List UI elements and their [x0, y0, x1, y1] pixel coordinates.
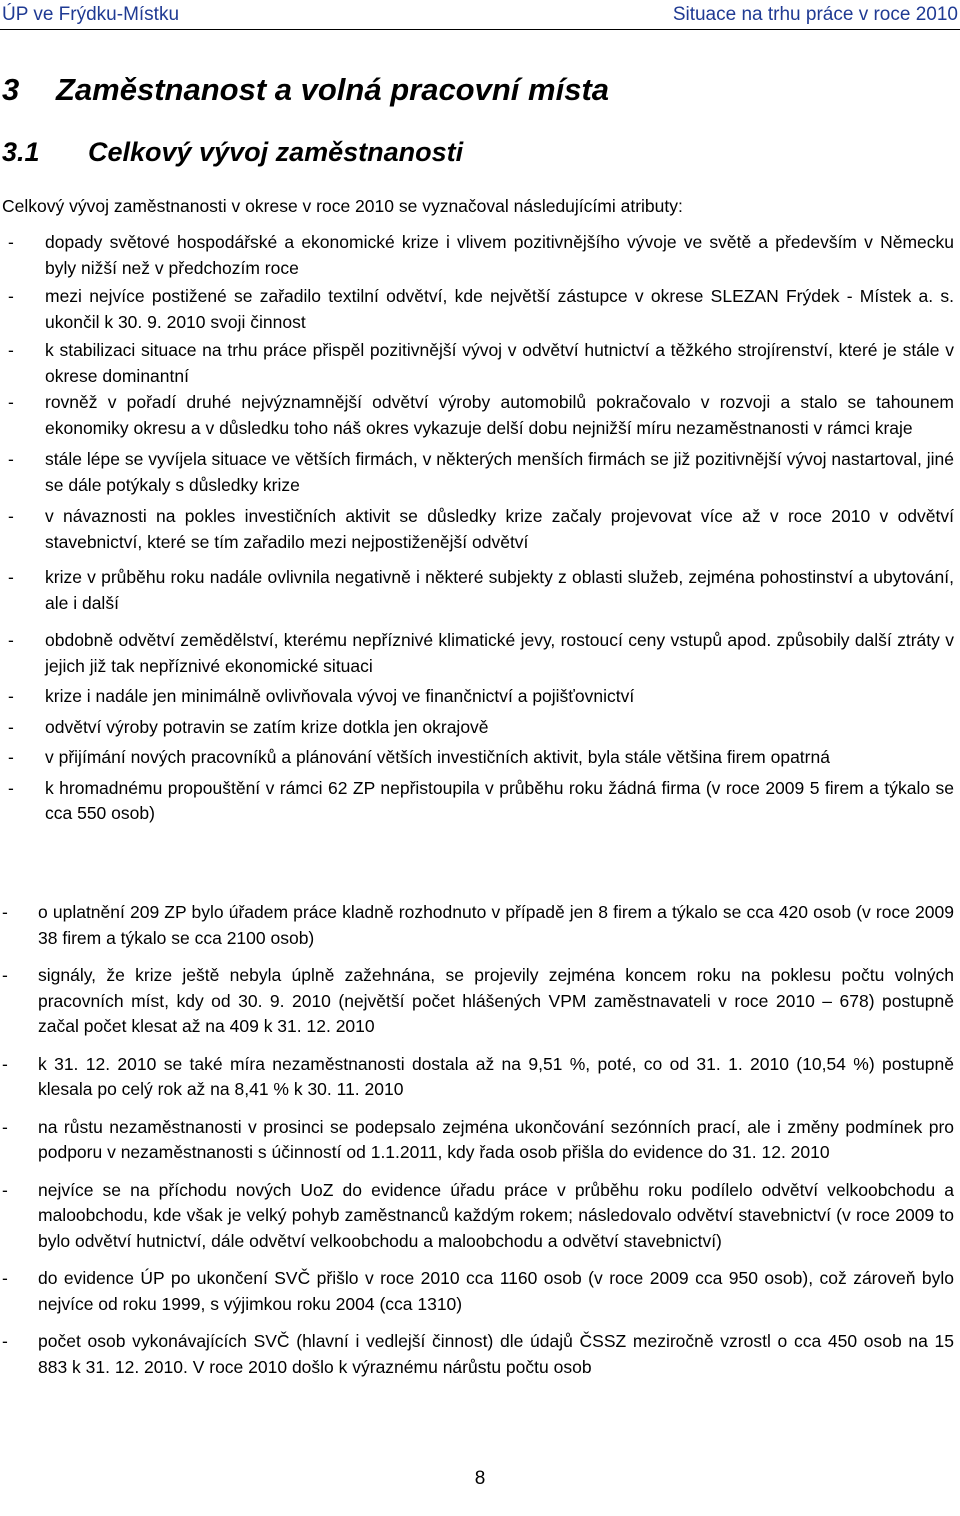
section-number: 3.1	[2, 137, 40, 167]
header-document-title: Situace na trhu práce v roce 2010	[672, 4, 958, 25]
list-item-text: k 31. 12. 2010 se také míra nezaměstnanosti dostala až na 9,51 %, poté, co od 31. 1. 2010 (10,54 %) postupně klesala po celý rok až na 8,41 % k 30. 11. 2010	[38, 1053, 954, 1099]
list-bullet: -	[8, 392, 14, 412]
list-item	[0, 1266, 960, 1317]
list-bullet: -	[8, 686, 14, 706]
list-bullet: -	[8, 232, 14, 252]
list-item-text: krize v průběhu roku nadále ovlivnila negativně i některé subjekty z oblasti služeb, zejména pohostinství a ubytování, ale i další	[45, 567, 954, 613]
list-bullet: -	[8, 747, 14, 767]
list-item	[0, 1178, 960, 1255]
list-item-text: krize i nadále jen minimálně ovlivňovala vývoj ve finančnictví a pojišťovnictví	[45, 686, 635, 706]
details-list	[0, 900, 960, 1380]
list-bullet: -	[2, 1116, 8, 1137]
list-item-text: k stabilizaci situace na trhu práce přispěl pozitivnější vývoj v odvětví hutnictví a těžkého strojírenství, které je stále v okrese dominantní	[45, 340, 954, 386]
list-bullet: -	[2, 1268, 8, 1288]
list-bullet: -	[2, 1179, 8, 1200]
list-item-text: obdobně odvětví zemědělství, kterému nepříznivé klimatické jevy, rostoucí ceny vstupů apod. způsobily další ztráty v jejich již tak nepříznivé ekonomické situaci	[45, 630, 954, 676]
list-bullet: -	[2, 965, 8, 985]
list-bullet: -	[2, 902, 8, 922]
page-header	[0, 0, 960, 30]
list-item	[0, 1329, 960, 1380]
chapter-heading	[2, 72, 609, 108]
list-item-text: signály, že krize ještě nebyla úplně zažehnána, se projevily zejména koncem roku na poklesu počtu volných pracovních míst, kdy od 30. 9. 2010 (největší počet hlášených VPM zaměstnavateli v roce 2010 – 678) postupně začal počet klesat až na 409 k 31. 12. 2010	[38, 965, 954, 1036]
list-bullet: -	[8, 506, 14, 526]
list-bullet: -	[8, 449, 14, 469]
list-item	[0, 284, 960, 335]
list-bullet: -	[8, 286, 14, 306]
list-item	[0, 447, 960, 498]
list-bullet: -	[8, 340, 14, 360]
list-item-text: v přijímání nových pracovníků a plánování větších investičních aktivit, byla stále většina firem opatrná	[45, 747, 830, 767]
list-item	[0, 504, 960, 555]
page-number: 8	[474, 1468, 486, 1489]
list-bullet: -	[8, 777, 14, 798]
section-title: Celkový vývoj zaměstnanosti	[88, 137, 464, 167]
list-item-text: stále lépe se vyvíjela situace ve větších firmách, v některých menších firmách se již pozitivnější vývoj nastartoval, jiné se dále potýkaly s důsledky krize	[45, 449, 954, 495]
list-item	[0, 628, 960, 679]
list-item	[0, 338, 960, 389]
list-item	[0, 745, 960, 771]
header-office-name: ÚP ve Frýdku-Místku	[2, 4, 180, 25]
list-item	[0, 963, 960, 1040]
section-heading	[2, 137, 463, 168]
list-item	[0, 900, 960, 951]
list-item	[0, 565, 960, 616]
list-item	[0, 1115, 960, 1166]
list-bullet: -	[8, 716, 14, 737]
list-item-text: o uplatnění 209 ZP bylo úřadem práce kladně rozhodnuto v případě jen 8 firem a týkalo se cca 420 osob (v roce 2009 38 firem a týkalo se cca 2100 osob)	[38, 902, 954, 948]
list-item-text: počet osob vykonávajících SVČ (hlavní i vedlejší činnost) dle údajů ČSSZ meziročně vzrostl o cca 450 osob na 15 883 k 31. 12. 2010. V roce 2010 došlo k výraznému nárůstu počtu osob	[38, 1331, 954, 1377]
list-bullet: -	[8, 630, 14, 650]
list-item-text: mezi nejvíce postižené se zařadilo textilní odvětví, kde největší zástupce v okrese SLEZAN Frýdek - Místek a. s. ukončil k 30. 9. 2010 svoji činnost	[45, 286, 954, 332]
list-item-text: dopady světové hospodářské a ekonomické krize i vlivem pozitivnějšího vývoje ve světě a především v Německu byly nižší než v předchozím roce	[45, 232, 954, 278]
list-bullet: -	[8, 567, 14, 587]
list-item	[0, 715, 960, 741]
list-item-text: v návaznosti na pokles investičních aktivit se důsledky krize začaly projevovat více až v roce 2010 v odvětví stavebnictví, které se tím zařadilo mezi nejpostiženější odvětví	[45, 506, 954, 552]
attributes-list	[0, 230, 960, 827]
list-bullet: -	[2, 1331, 8, 1351]
list-item-text: odvětví výroby potravin se zatím krize dotkla jen okrajově	[45, 716, 489, 737]
list-item-text: do evidence ÚP po ukončení SVČ přišlo v roce 2010 cca 1160 osob (v roce 2009 cca 950 osob), což zároveň bylo nejvíce od roku 1999, s výjimkou roku 2004 (cca 1310)	[38, 1268, 954, 1314]
list-item	[0, 776, 960, 827]
chapter-title: Zaměstnanost a volná pracovní místa	[56, 72, 610, 107]
list-item	[0, 390, 960, 441]
list-item	[0, 684, 960, 710]
list-bullet: -	[2, 1053, 8, 1074]
list-item	[0, 1052, 960, 1103]
list-item-text: k hromadnému propouštění v rámci 62 ZP nepřistoupila v průběhu roku žádná firma (v roce 2009 5 firem a týkalo se cca 550 osob)	[45, 777, 954, 823]
intro-paragraph: Celkový vývoj zaměstnanosti v okrese v roce 2010 se vyznačoval následujícími atributy:	[2, 196, 683, 216]
list-item-text: na růstu nezaměstnanosti v prosinci se podepsalo zejména ukončování sezónních prací, ale i změny podmínek pro podporu v nezaměstnanosti s účinností od 1.1.2011, kdy řada osob přišla do evidence do 31. 12. 2010	[38, 1116, 954, 1162]
list-item-text: rovněž v pořadí druhé nejvýznamnější odvětví výroby automobilů pokračovalo v rozvoji a stalo se tahounem ekonomiky okresu a v důsledku toho náš okres vykazuje delší dobu nejnižší míru nezaměstnanosti v rámci kraje	[45, 392, 954, 438]
list-item-text: nejvíce se na příchodu nových UoZ do evidence úřadu práce v průběhu roku podílelo odvětví velkoobchodu a maloobchodu, kde však je velký pohyb zaměstnanců každým rokem; následovalo odvětví stavebnictví (v roce 2009 to bylo odvětví hutnictví, dále odvětví velkoobchodu a maloobchodu a odvětví stavebnictví)	[38, 1179, 954, 1251]
chapter-number: 3	[2, 72, 20, 107]
list-item	[0, 230, 960, 281]
